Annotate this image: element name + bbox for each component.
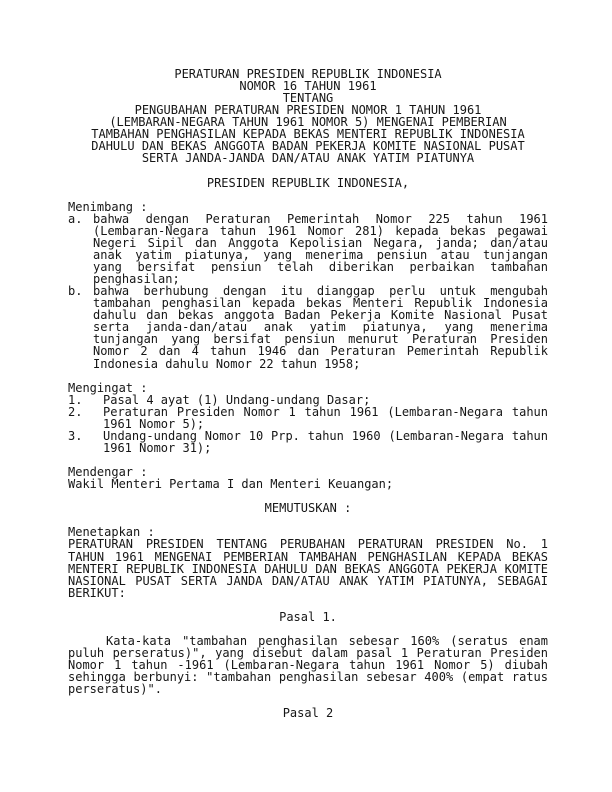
issuer-heading: PRESIDEN REPUBLIK INDONESIA, bbox=[206, 175, 410, 190]
mengingat-item-3 bbox=[68, 430, 548, 454]
pasal-2-heading: Pasal 2 bbox=[282, 706, 334, 721]
mengingat-item-3-text: Undang-undang Nomor 10 Prp. tahun 1960 (Lembaran-Negara tahun 1961 Nomor 31); bbox=[103, 428, 548, 455]
spacer bbox=[68, 599, 548, 611]
mengingat-item-1-marker: 1. bbox=[68, 392, 83, 407]
menimbang-item-a bbox=[68, 213, 548, 285]
mendengar-text: Wakil Menteri Pertama I dan Menteri Keuangan; bbox=[68, 477, 394, 492]
pasal-1-text: Kata-kata "tambahan penghasilan sebesar 160% (seratus enam puluh perseratus)", yang disebut dalam pasal 1 Peraturan Presiden Nomor 1 tahun -1961 (Lembaran-Negara tahun 1961 Nomor 5) diubah sehingga berbunyi: "tambahan penghasilan sebesar 400% (empat ratus perseratus)". bbox=[68, 633, 548, 697]
mengingat-label: Mengingat : bbox=[68, 380, 148, 395]
document-title: PERATURAN PRESIDEN REPUBLIK INDONESIA NOMOR 16 TAHUN 1961 TENTANG PENGUBAHAN PERATURAN PRESIDEN NOMOR 1 TAHUN 1961 (LEMBARAN-NEGARA TAHUN 1961 NOMOR 5) MENGENAI PEMBERIAN TAMBAHAN PENGHASILAN KEPADA BEKAS MENTERI REPUBLIK INDONESIA DAHULU DAN BEKAS ANGGOTA BADAN PEKERJA KOMITE NASIONAL PUSAT SERTA JANDA-JANDA DAN/ATAU ANAK YATIM PIATUNYA bbox=[91, 67, 525, 166]
memutuskan-heading: MEMUTUSKAN : bbox=[264, 501, 352, 516]
menimbang-item-a-text: bahwa dengan Peraturan Pemerintah Nomor 225 tahun 1961 (Lembaran-Negara tahun 1961 Nomor 281) kepada bekas pegawai Negeri Sipil dan Anggota Kepolisian Negara, janda; dan/atau anak yatim piatunya, yang menerima pensiun atau tunjangan yang bersifat pensiun telah diberikan perbaikan tambahan penghasilan; bbox=[93, 211, 548, 287]
pasal-1-heading: Pasal 1. bbox=[279, 609, 337, 624]
mengingat-item-2 bbox=[68, 406, 548, 430]
mendengar-label: Mendengar : bbox=[68, 465, 148, 480]
menimbang-item-a-marker: a. bbox=[68, 211, 83, 226]
mengingat-item-2-text: Peraturan Presiden Nomor 1 tahun 1961 (Lembaran-Negara tahun 1961 Nomor 5); bbox=[103, 404, 548, 431]
spacer bbox=[68, 189, 548, 201]
menetapkan-label: Menetapkan : bbox=[68, 525, 155, 540]
mengingat-item-1-text: Pasal 4 ayat (1) Undang-undang Dasar; bbox=[103, 392, 371, 407]
menimbang-item-b-text: bahwa berhubung dengan itu dianggap perlu untuk mengubah tambahan penghasilan kepada bekas Menteri Republik Indonesia dahulu dan bekas anggota Badan Pekerja Komite Nasional Pusat serta janda-dan/atau anak yatim piatunya, yang menerima tunjangan yang bersifat pensiun menurut Peraturan Presiden Nomor 2 dan 4 tahun 1946 dan Peraturan Pemerintah Republik Indonesia dahulu Nomor 22 tahun 1958; bbox=[93, 284, 548, 371]
mengingat-item-1 bbox=[68, 394, 548, 406]
menetapkan-text: PERATURAN PRESIDEN TENTANG PERUBAHAN PERATURAN PRESIDEN No. 1 TAHUN 1961 MENGENAI PEMBERIAN TAMBAHAN PENGHASILAN KEPADA BEKAS MENTERI REPUBLIK INDONESIA DAHULU DAN BEKAS ANGGOTA PEKERJA KOMITE NASIONAL PUSAT SERTA JANDA DAN/ATAU ANAK YATIM PIATUNYA, SEBAGAI BERIKUT: bbox=[68, 537, 548, 600]
spacer bbox=[68, 165, 548, 177]
menimbang-item-b-marker: b. bbox=[68, 284, 83, 299]
mengingat-item-3-marker: 3. bbox=[68, 428, 83, 443]
mengingat-item-2-marker: 2. bbox=[68, 404, 83, 419]
document-content bbox=[68, 68, 548, 719]
menimbang-item-b bbox=[68, 285, 548, 369]
menimbang-label: Menimbang : bbox=[68, 199, 148, 214]
spacer bbox=[68, 370, 548, 382]
